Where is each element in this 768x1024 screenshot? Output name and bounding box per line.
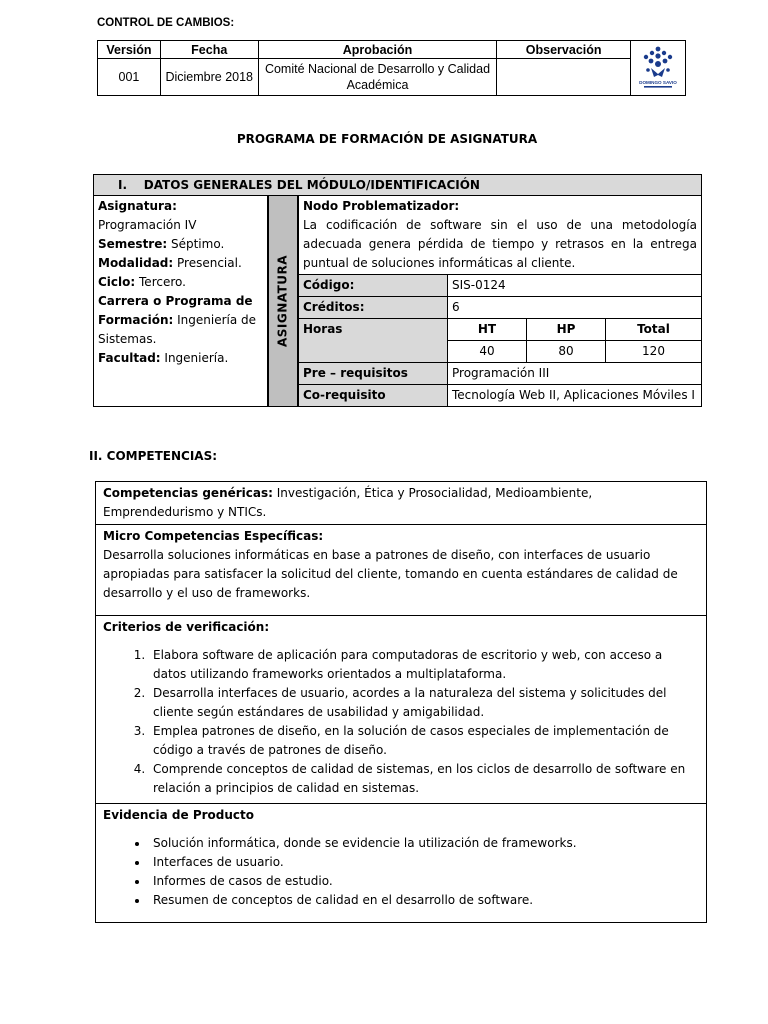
criterios-label: Criterios de verificación:	[103, 620, 270, 634]
codigo-label: Código:	[298, 275, 448, 297]
carrera-line: Carrera o Programa de Formación: Ingeniería de Sistemas.	[98, 294, 257, 346]
horas-value-total: 120	[606, 341, 702, 363]
criterios-list	[103, 646, 699, 798]
facultad-line: Facultad: Ingeniería.	[98, 351, 229, 365]
micro-text: Desarrolla soluciones informáticas en base a patrones de diseño, con interfaces de usuario apropiadas para satisfacer la solicitud del cliente, tomando en cuenta estándares de calidad de desarrollo y el uso de frameworks.	[103, 548, 678, 600]
list-item: 4. Comprende conceptos de calidad de sistemas, en los ciclos de desarrollo de software en relación a principios de calidad en sistemas.	[149, 760, 699, 798]
horas-header-hp: HP	[527, 319, 606, 341]
correquisito-value: Tecnología Web II, Aplicaciones Móviles I	[448, 385, 702, 407]
nodo-text: La codificación de software sin el uso de una metodología adecuada genera pérdida de tiempo y retrasos en la entrega puntual de soluciones informáticas al cliente.	[303, 218, 697, 270]
micro-competencias	[96, 525, 707, 616]
control-cambios-table	[97, 40, 686, 96]
evidencia-label: Evidencia de Producto	[103, 808, 254, 822]
asignatura-vertical-label: ASIGNATURA	[268, 196, 298, 407]
header-observacion: Observación	[497, 41, 631, 59]
evidencia-list	[103, 834, 699, 910]
logo-text: DOMINGO SAVIO	[639, 79, 677, 85]
nodo-problematizador	[298, 196, 702, 275]
horas-value-ht: 40	[448, 341, 527, 363]
list-item: • Solución informática, donde se evidencie la utilización de frameworks.	[149, 834, 699, 853]
cell-fecha: Diciembre 2018	[160, 59, 258, 96]
competencias-table	[95, 481, 707, 923]
horas-value-hp: 80	[527, 341, 606, 363]
evidencia-producto	[96, 804, 707, 923]
page-title: PROGRAMA DE FORMACIÓN DE ASIGNATURA	[236, 132, 538, 146]
horas-label: Horas	[298, 319, 448, 363]
prerequisitos-label: Pre – requisitos	[298, 363, 448, 385]
modalidad-line: Modalidad: Presencial.	[98, 256, 242, 270]
genericas-label: Competencias genéricas:	[103, 486, 273, 500]
asignatura-info	[94, 196, 269, 407]
list-item: 1. Elabora software de aplicación para computadoras de escritorio y web, con acceso a datos utilizando frameworks orientados a multiplataforma.	[149, 646, 699, 684]
list-item: 3. Emplea patrones de diseño, en la solución de casos especiales de implementación de código a través de patrones de diseño.	[149, 722, 699, 760]
creditos-value: 6	[448, 297, 702, 319]
semestre-line: Semestre: Séptimo.	[98, 237, 225, 251]
cell-version: 001	[98, 59, 161, 96]
correquisito-label: Co-requisito	[298, 385, 448, 407]
list-item: • Informes de casos de estudio.	[149, 872, 699, 891]
codigo-value: SIS-0124	[448, 275, 702, 297]
list-item: • Interfaces de usuario.	[149, 853, 699, 872]
header-fecha: Fecha	[160, 41, 258, 59]
ciclo-line: Ciclo: Tercero.	[98, 275, 186, 289]
logo-cell	[630, 41, 685, 96]
horas-header-total: Total	[606, 319, 702, 341]
micro-label: Micro Competencias Específicas:	[103, 529, 324, 543]
cell-aprobacion: Comité Nacional de Desarrollo y Calidad Académica	[258, 59, 497, 96]
university-logo-icon	[634, 44, 682, 90]
cell-observacion	[497, 59, 631, 96]
prerequisitos-value: Programación III	[448, 363, 702, 385]
list-item: • Resumen de conceptos de calidad en el desarrollo de software.	[149, 891, 699, 910]
asignatura-line: Asignatura: Programación IV	[98, 199, 197, 232]
genericas-text: Investigación, Ética y Prosocialidad, Medioambiente, Emprendedurismo y NTICs.	[103, 486, 593, 519]
header-version: Versión	[98, 41, 161, 59]
control-cambios-title: CONTROL DE CAMBIOS:	[97, 17, 235, 29]
competencias-genericas	[96, 482, 707, 525]
creditos-label: Créditos:	[298, 297, 448, 319]
nodo-label: Nodo Problematizador:	[303, 199, 460, 213]
datos-generales-table	[93, 174, 702, 407]
header-aprobacion: Aprobación	[258, 41, 497, 59]
criterios-verificacion	[96, 616, 707, 804]
section1-heading: I. DATOS GENERALES DEL MÓDULO/IDENTIFICACIÓN	[94, 175, 702, 196]
list-item: 2. Desarrolla interfaces de usuario, acordes a la naturaleza del sistema y solicitudes del cliente según estándares de usabilidad y amigabilidad.	[149, 684, 699, 722]
horas-header-ht: HT	[448, 319, 527, 341]
competencias-title: II. COMPETENCIAS:	[89, 449, 218, 463]
